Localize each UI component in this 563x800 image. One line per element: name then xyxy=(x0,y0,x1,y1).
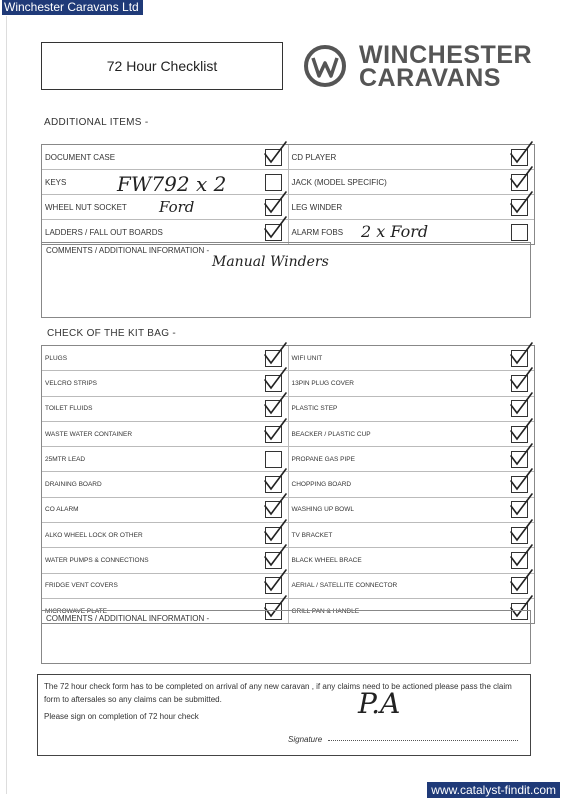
additional_items-cell xyxy=(289,195,535,219)
kit_bag-cell xyxy=(42,422,289,446)
additional_items-row xyxy=(42,195,534,220)
check-mark-icon xyxy=(260,391,288,419)
item-checkbox[interactable] xyxy=(265,552,282,569)
kit_bag-cell xyxy=(289,447,535,471)
item-checkbox[interactable] xyxy=(265,527,282,544)
item-checkbox[interactable] xyxy=(511,501,528,518)
item-checkbox[interactable] xyxy=(511,350,528,367)
item-checkbox[interactable] xyxy=(511,476,528,493)
kit_bag-cell xyxy=(289,422,535,446)
kit_bag-row xyxy=(42,523,534,548)
kit_bag-row xyxy=(42,472,534,497)
check-mark-icon xyxy=(506,442,534,470)
additional_items-cell xyxy=(42,220,289,244)
item-checkbox[interactable] xyxy=(265,174,282,191)
kit_bag-cell xyxy=(289,574,535,598)
kit_bag-row xyxy=(42,397,534,422)
item-label: WIFI UNIT xyxy=(291,354,323,362)
item-checkbox[interactable] xyxy=(511,527,528,544)
check-mark-icon xyxy=(506,492,534,520)
item-label: KEYS xyxy=(45,177,67,187)
check-mark-icon xyxy=(506,417,534,445)
kit_bag-row xyxy=(42,498,534,523)
item-checkbox[interactable] xyxy=(511,375,528,392)
check-mark-icon xyxy=(260,492,288,520)
watermark-top: Winchester Caravans Ltd xyxy=(2,0,143,15)
item-checkbox[interactable] xyxy=(265,577,282,594)
additional_items-cell xyxy=(289,170,535,194)
comments-box-2[interactable] xyxy=(41,607,531,664)
logo-w-icon xyxy=(303,44,347,88)
item-label: DOCUMENT CASE xyxy=(45,152,116,162)
kit_bag-cell xyxy=(42,574,289,598)
item-label: JACK (MODEL SPECIFIC) xyxy=(291,177,387,187)
item-checkbox[interactable] xyxy=(511,400,528,417)
logo-line2: CARAVANS xyxy=(359,64,501,92)
item-label: 25MTR LEAD xyxy=(45,455,86,463)
item-label: GRILL PAN & HANDLE xyxy=(291,607,360,615)
item-checkbox[interactable] xyxy=(511,451,528,468)
handwritten-fobs-note: 2 x Ford xyxy=(361,222,429,241)
check-mark-icon xyxy=(506,518,534,546)
check-mark-icon xyxy=(260,518,288,546)
check-mark-icon xyxy=(506,165,534,193)
check-mark-icon xyxy=(260,543,288,571)
notice-text: The 72 hour check form has to be completed on arrival of any new caravan , if any claims need to be actioned please pass the claim form to aftersales so any claims can be submitted. xyxy=(44,682,512,704)
item-checkbox[interactable] xyxy=(265,501,282,518)
comments-label-1: COMMENTS / ADDITIONAL INFORMATION - xyxy=(46,246,210,255)
handwritten-socket-note: Ford xyxy=(159,198,195,216)
signature-line[interactable] xyxy=(328,740,518,741)
checklist-page xyxy=(6,16,559,794)
kit-bag-grid xyxy=(41,345,535,624)
item-label: WASTE WATER CONTAINER xyxy=(45,430,133,438)
winchester-logo xyxy=(303,42,543,92)
check-mark-icon xyxy=(506,391,534,419)
additional-items-grid xyxy=(41,144,535,245)
additional_items-row xyxy=(42,220,534,244)
item-checkbox[interactable] xyxy=(511,174,528,191)
document-title: 72 Hour Checklist xyxy=(41,42,283,90)
check-mark-icon xyxy=(506,543,534,571)
check-mark-icon xyxy=(506,341,534,369)
item-label: CHOPPING BOARD xyxy=(291,481,352,489)
check-mark-icon xyxy=(260,467,288,495)
item-label: TOILET FLUIDS xyxy=(45,405,93,413)
additional_items-cell xyxy=(42,145,289,169)
handwritten-keys-note: FW792 x 2 xyxy=(117,172,227,196)
signature-label: Signature xyxy=(288,735,323,744)
item-label: ALKO WHEEL LOCK OR OTHER xyxy=(45,531,143,539)
check-mark-icon xyxy=(506,140,534,168)
logo-line1: WINCHESTER xyxy=(359,41,533,69)
handwritten-comments: Manual Winders xyxy=(212,254,329,270)
item-checkbox[interactable] xyxy=(265,375,282,392)
item-label: DRAINING BOARD xyxy=(45,481,102,489)
watermark-bottom: www.catalyst-findit.com xyxy=(427,782,560,798)
item-checkbox[interactable] xyxy=(265,426,282,443)
kit_bag-cell xyxy=(42,472,289,496)
item-checkbox[interactable] xyxy=(265,199,282,216)
additional-items-heading: ADDITIONAL ITEMS - xyxy=(44,117,149,128)
item-label: BLACK WHEEL BRACE xyxy=(291,557,362,565)
kit_bag-cell xyxy=(42,548,289,572)
item-label: LEG WINDER xyxy=(291,202,343,212)
check-mark-icon xyxy=(506,568,534,596)
item-label: PLASTIC STEP xyxy=(291,405,338,413)
check-mark-icon xyxy=(260,568,288,596)
handwritten-signature: P.A xyxy=(358,687,401,720)
logo-text xyxy=(359,41,533,92)
item-label: VELCRO STRIPS xyxy=(45,379,98,387)
kit_bag-cell xyxy=(289,371,535,395)
kit_bag-row xyxy=(42,371,534,396)
kit_bag-row xyxy=(42,346,534,371)
check-mark-icon xyxy=(260,190,288,218)
check-mark-icon xyxy=(260,366,288,394)
item-label: PROPANE GAS PIPE xyxy=(291,455,355,463)
kit_bag-cell xyxy=(42,397,289,421)
item-label: 13PIN PLUG COVER xyxy=(291,379,354,387)
check-mark-icon xyxy=(260,215,288,243)
item-checkbox[interactable] xyxy=(265,350,282,367)
check-mark-icon xyxy=(506,366,534,394)
item-checkbox[interactable] xyxy=(511,199,528,216)
item-checkbox[interactable] xyxy=(511,224,528,241)
item-checkbox[interactable] xyxy=(511,149,528,166)
kit_bag-cell xyxy=(289,346,535,370)
item-label: BEACKER / PLASTIC CUP xyxy=(291,430,371,438)
notice-box xyxy=(37,674,531,756)
item-checkbox[interactable] xyxy=(511,577,528,594)
check-mark-icon xyxy=(260,341,288,369)
additional_items-cell xyxy=(289,145,535,169)
item-checkbox[interactable] xyxy=(265,400,282,417)
kit_bag-cell xyxy=(42,447,289,471)
item-checkbox[interactable] xyxy=(265,451,282,468)
item-label: CD PLAYER xyxy=(291,152,337,162)
kit_bag-cell xyxy=(42,346,289,370)
kit_bag-cell xyxy=(42,371,289,395)
item-label: MICROWAVE PLATE xyxy=(45,607,107,615)
item-label: WATER PUMPS & CONNECTIONS xyxy=(45,557,149,565)
kit_bag-cell xyxy=(289,397,535,421)
item-label: FRIDGE VENT COVERS xyxy=(45,582,118,590)
kit_bag-row xyxy=(42,574,534,599)
additional_items-row xyxy=(42,170,534,195)
item-label: AERIAL / SATELLITE CONNECTOR xyxy=(291,582,398,590)
kit_bag-cell xyxy=(289,548,535,572)
item-label: WASHING UP BOWL xyxy=(291,506,354,514)
kit_bag-cell xyxy=(289,498,535,522)
kit_bag-cell xyxy=(289,472,535,496)
kit_bag-row xyxy=(42,548,534,573)
item-label: WHEEL NUT SOCKET xyxy=(45,202,127,212)
item-checkbox[interactable] xyxy=(265,149,282,166)
item-checkbox[interactable] xyxy=(265,224,282,241)
item-label: TV BRACKET xyxy=(291,531,333,539)
item-label: CO ALARM xyxy=(45,506,79,514)
kit_bag-row xyxy=(42,447,534,472)
additional_items-row xyxy=(42,145,534,170)
check-mark-icon xyxy=(260,417,288,445)
kit_bag-row xyxy=(42,422,534,447)
kit_bag-cell xyxy=(289,523,535,547)
kit-bag-heading: CHECK OF THE KIT BAG - xyxy=(47,328,177,339)
item-label: PLUGS xyxy=(45,354,68,362)
comments-label-2: COMMENTS / ADDITIONAL INFORMATION - xyxy=(46,614,210,623)
item-label: ALARM FOBS xyxy=(291,227,344,237)
kit_bag-cell xyxy=(42,523,289,547)
check-mark-icon xyxy=(506,190,534,218)
kit_bag-cell xyxy=(42,498,289,522)
item-checkbox[interactable] xyxy=(511,552,528,569)
item-checkbox[interactable] xyxy=(511,426,528,443)
check-mark-icon xyxy=(260,140,288,168)
item-label: LADDERS / FALL OUT BOARDS xyxy=(45,227,163,237)
check-mark-icon xyxy=(506,467,534,495)
sign-prompt: Please sign on completion of 72 hour check xyxy=(44,712,199,721)
item-checkbox[interactable] xyxy=(265,476,282,493)
